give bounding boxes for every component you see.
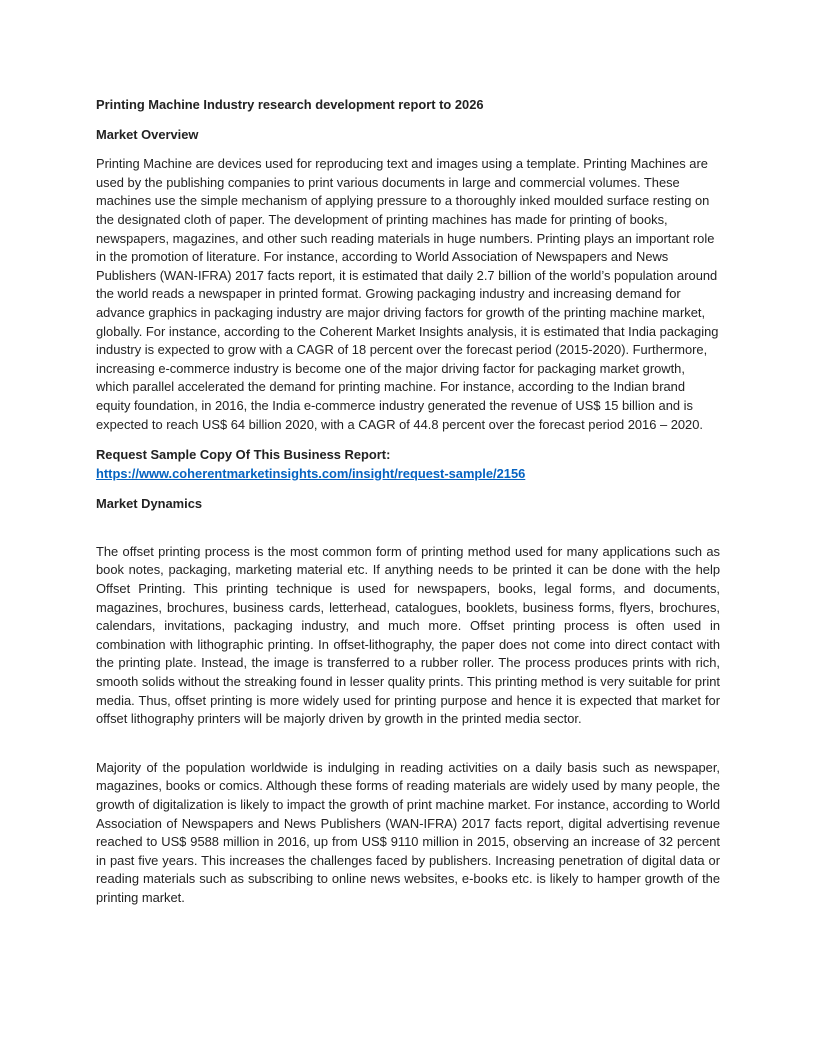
market-overview-paragraph: Printing Machine are devices used for reproducing text and images using a template. Printing Machines are used by the publishing companies to print various documents in large and commercial volumes. These machines use the simple mechanism of applying pressure to a thoroughly inked moulded surface resting on the designated cloth of paper. The development of printing machines has made for printing of books, newspapers, magazines, and other such reading materials in huge numbers. Printing plays an important role in the promotion of literature. For instance, according to World Association of Newspapers and News Publishers (WAN-IFRA) 2017 facts report, it is estimated that daily 2.7 billion of the world’s population around the world reads a newspaper in printed format. Growing packaging industry and increasing demand for advance graphics in packaging industry are major driving factors for growth of the printing machine market, globally. For instance, according to the Coherent Market Insights analysis, it is estimated that India packaging industry is expected to grow with a CAGR of 18 percent over the forecast period (2015-2020). Furthermore, increasing e-commerce industry is become one of the major driving factor for packaging market growth, which parallel accelerated the demand for printing machine. For instance, according to the Indian brand equity foundation, in 2016, the India e-commerce industry generated the revenue of US$ 15 billion and is expected to reach US$ 64 billion 2020, with a CAGR of 44.8 percent over the forecast period 2016 – 2020. [96, 156, 719, 432]
paragraph-spacer [96, 741, 720, 759]
market-dynamics-paragraph-2: Majority of the population worldwide is indulging in reading activities on a daily basis such as newspaper, magazines, books or comics. Although these forms of reading materials are widely used by many people, the growth of digitalization is likely to impact the growth of print machine market. For instance, according to World Association of Newspapers and News Publishers (WAN-IFRA) 2017 facts report, digital advertising revenue reached to US$ 9588 million in 2016, up from US$ 9110 million in 2015, observing an increase of 32 percent in past five years. This increases the challenges faced by publishers. Increasing penetration of digital data or reading materials such as subscribing to online news websites, e-books etc. is likely to hamper growth of the printing market. [96, 759, 720, 905]
document-title: Printing Machine Industry research development report to 2026 [96, 97, 484, 112]
section-spacer [96, 525, 720, 543]
request-sample-link[interactable]: https://www.coherentmarketinsights.com/insight/request-sample/2156 [96, 465, 526, 481]
request-sample-label: Request Sample Copy Of This Business Report: [96, 447, 391, 463]
market-dynamics-paragraph-1: The offset printing process is the most common form of printing method used for many applications such as book notes, packaging, marketing material etc. If anything needs to be printed it can be done with the help Offset Printing. This printing technique is used for newspapers, books, legal forms, and documents, magazines, brochures, business cards, letterhead, catalogues, booklets, business forms, flyers, brochures, calendars, invitations, packaging industry, and much more. Offset printing process is often used in combination with lithographic printing. In offset-lithography, the paper does not come into direct contact with the printing plate. Instead, the image is transferred to a rubber roller. The process produces prints with rich, smooth solids without the streaking found in lesser quality prints. This printing method is very suitable for print media. Thus, offset printing is more widely used for printing purpose and hence it is expected that market for offset lithography printers will be majorly driven by growth in the printed media sector. [96, 543, 720, 727]
market-overview-heading: Market Overview [96, 126, 199, 142]
market-dynamics-heading: Market Dynamics [96, 496, 203, 512]
document-page [96, 96, 720, 920]
